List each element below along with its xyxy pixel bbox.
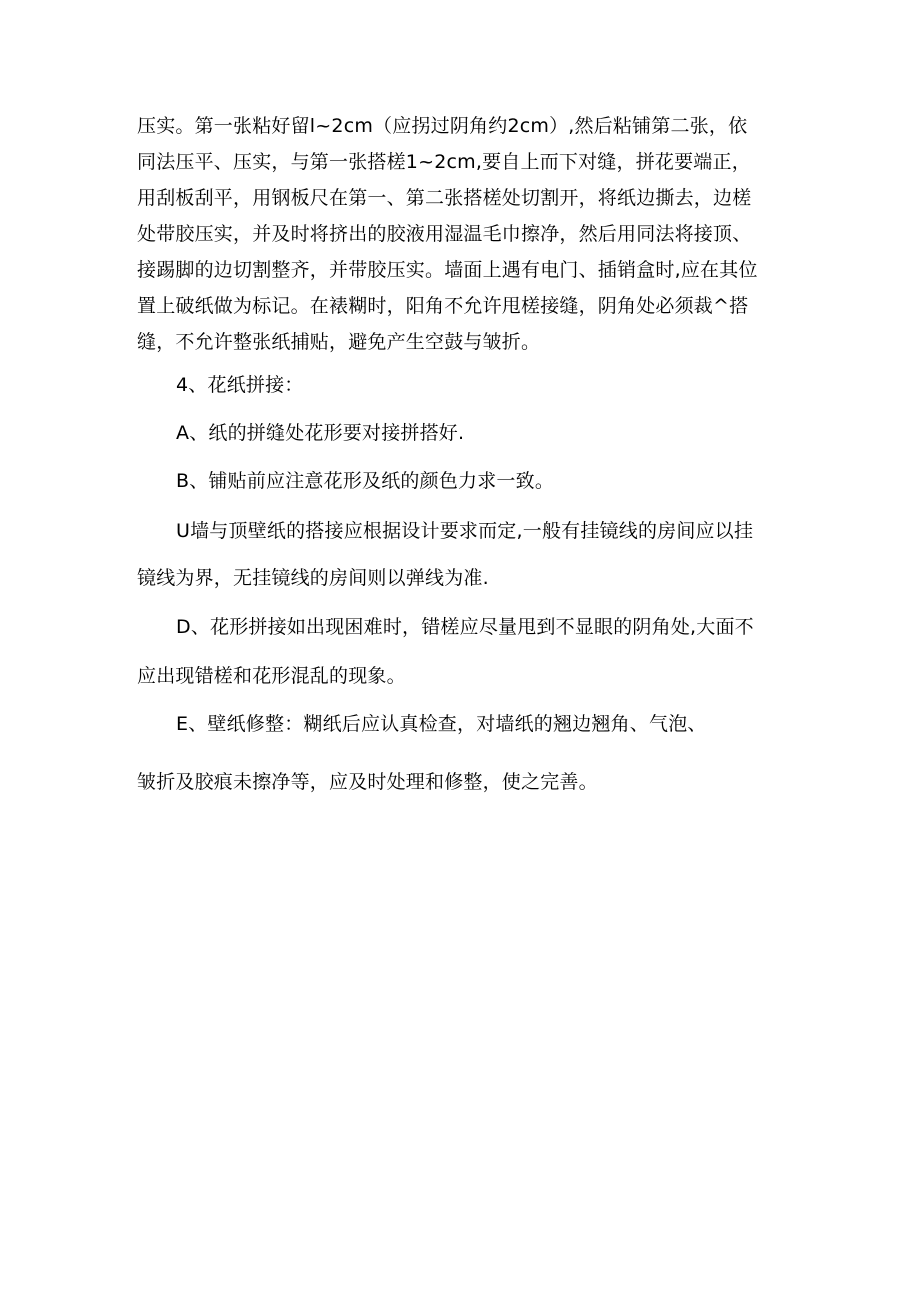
paragraph-line-5: 接踢脚的边切割整齐，并带胶压实。墙面上遇有电门、插销盒时,应在其位 <box>137 259 758 281</box>
item-d-line-2: 应出现错槎和花形混乱的现象。 <box>137 665 406 687</box>
paragraph-line-1: 压实。第一张粘好留l~2cm（应拐过阴角约2cm）,然后粘铺第二张，依 <box>137 115 748 137</box>
item-b: B、铺贴前应注意花形及纸的颜色力求一致。 <box>176 470 555 492</box>
paragraph-line-7: 缝，不允许整张纸捕贴，避免产生空鼓与皱折。 <box>137 331 541 353</box>
item-e-line-1: E、壁纸修整：糊纸后应认真检查，对墙纸的翘边翘角、气泡、 <box>176 713 707 735</box>
paragraph-line-4: 处带胶压实，并及时将挤出的胶液用湿温毛巾擦净，然后用同法将接顶、 <box>137 223 752 245</box>
item-a: A、纸的拼缝处花形要对接拼搭好. <box>176 422 465 444</box>
item-c-line-1: U墙与顶壁纸的搭接应根据设计要求而定,一般有挂镜线的房间应以挂 <box>176 520 754 542</box>
paragraph-line-2: 同法压平、压实，与第一张搭槎1~2cm,要自上而下对缝，拼花要端正， <box>137 151 751 173</box>
section-heading-4: 4、花纸拼接： <box>176 374 304 396</box>
paragraph-line-6: 置上破纸做为标记。在裱糊时，阳角不允许甩槎接缝，阴角处必须裁^搭 <box>137 295 749 317</box>
item-e-line-2: 皱折及胶痕未擦净等，应及时处理和修整，使之完善。 <box>137 771 598 793</box>
paragraph-line-3: 用刮板刮平，用钢板尺在第一、第二张搭槎处切割开，将纸边撕去，边槎 <box>137 187 752 209</box>
item-d-line-1: D、花形拼接如出现困难时，错槎应尽量甩到不显眼的阴角处,大面不 <box>176 616 754 638</box>
item-c-line-2: 镜线为界，无挂镜线的房间则以弹线为准. <box>137 567 489 589</box>
